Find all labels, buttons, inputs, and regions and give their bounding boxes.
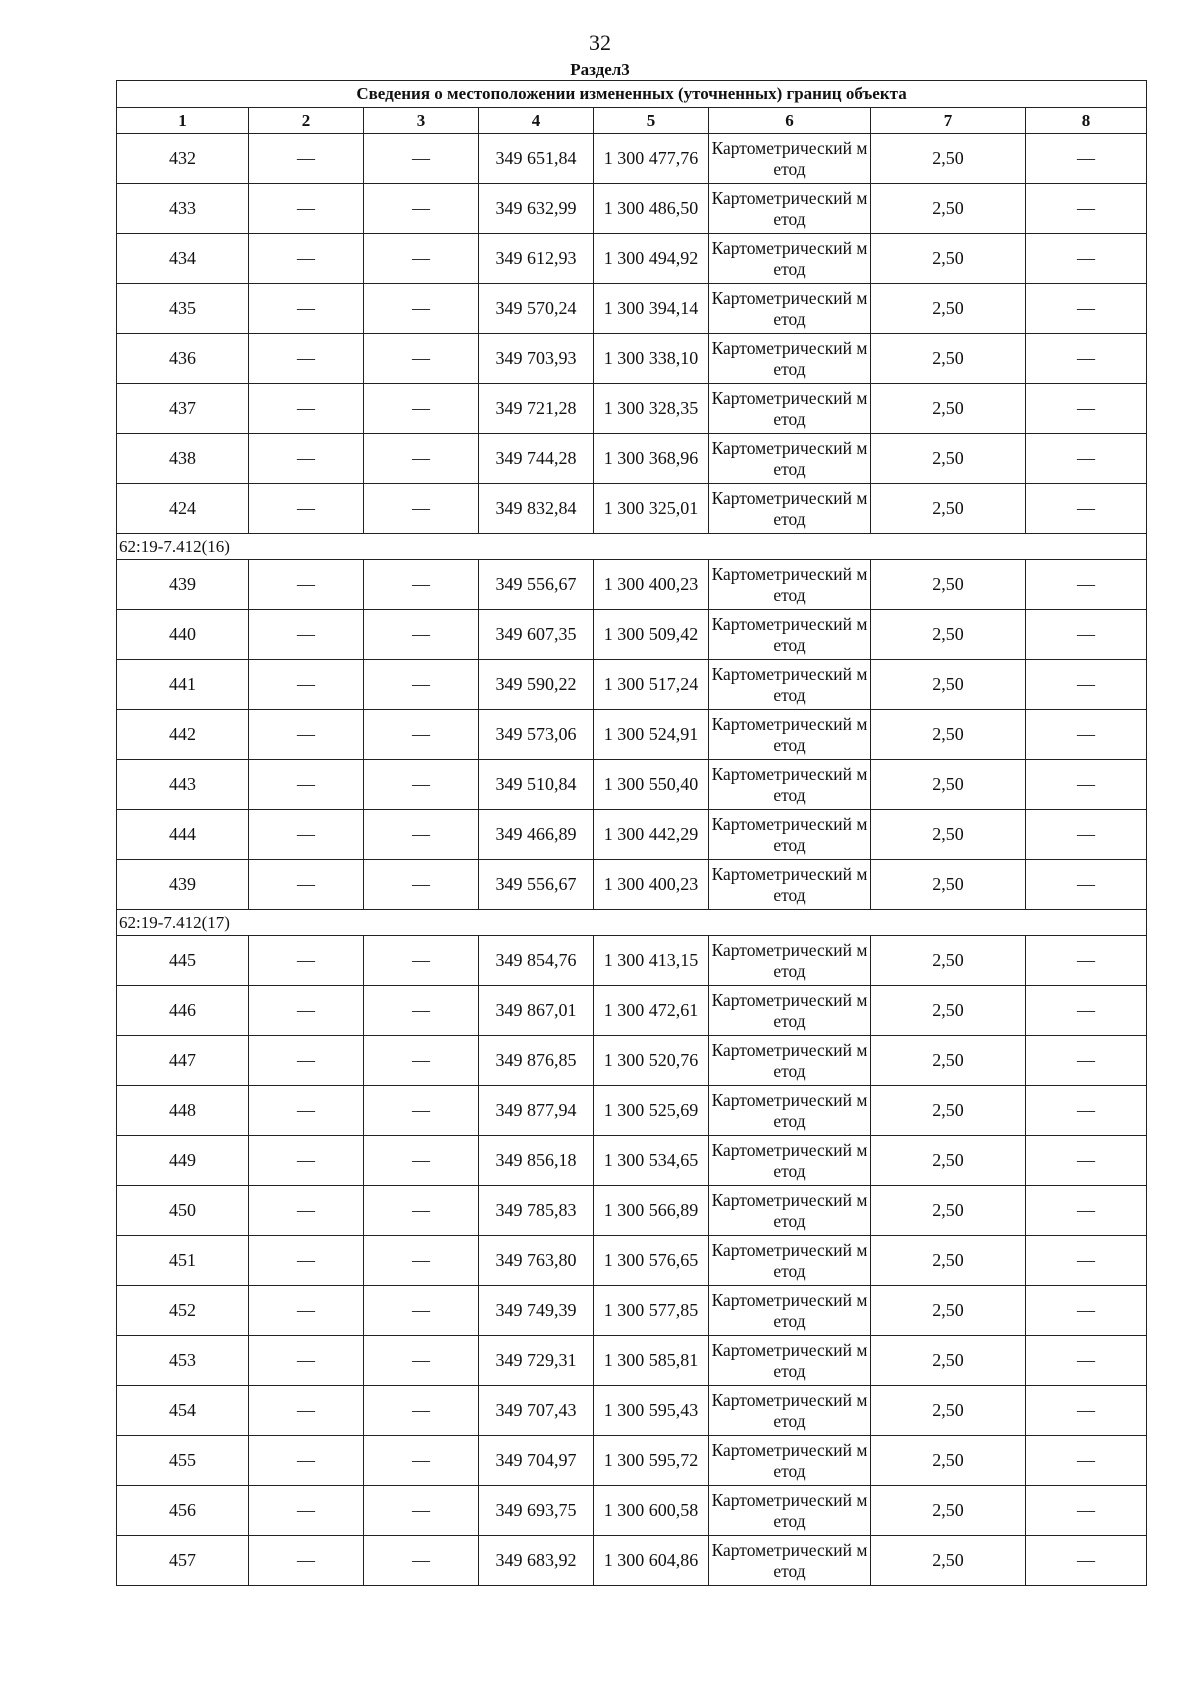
empty-cell-col2: —: [249, 810, 364, 860]
x-coordinate-cell: 349 693,75: [479, 1486, 594, 1536]
empty-cell-col2: —: [249, 610, 364, 660]
table-row: [117, 860, 1147, 910]
y-coordinate-cell: 1 300 604,86: [594, 1536, 709, 1586]
empty-cell-col8: —: [1026, 710, 1147, 760]
y-coordinate-cell: 1 300 328,35: [594, 384, 709, 434]
accuracy-cell: 2,50: [871, 1136, 1026, 1186]
point-number-cell: 444: [117, 810, 249, 860]
table-row: [117, 134, 1147, 184]
y-coordinate-cell: 1 300 517,24: [594, 660, 709, 710]
y-coordinate-cell: 1 300 524,91: [594, 710, 709, 760]
table-row: [117, 560, 1147, 610]
y-coordinate-cell: 1 300 400,23: [594, 860, 709, 910]
column-header-2: 2: [249, 108, 364, 134]
accuracy-cell: 2,50: [871, 334, 1026, 384]
table-row: [117, 1236, 1147, 1286]
accuracy-cell: 2,50: [871, 1486, 1026, 1536]
table-row: [117, 284, 1147, 334]
x-coordinate-cell: 349 632,99: [479, 184, 594, 234]
column-header-row: [117, 108, 1147, 134]
point-number-cell: 455: [117, 1436, 249, 1486]
accuracy-cell: 2,50: [871, 660, 1026, 710]
y-coordinate-cell: 1 300 585,81: [594, 1336, 709, 1386]
point-number-cell: 449: [117, 1136, 249, 1186]
method-cell: Картометрический метод: [709, 810, 871, 860]
accuracy-cell: 2,50: [871, 234, 1026, 284]
empty-cell-col8: —: [1026, 1086, 1147, 1136]
method-cell: Картометрический метод: [709, 1186, 871, 1236]
y-coordinate-cell: 1 300 534,65: [594, 1136, 709, 1186]
table-row: [117, 1086, 1147, 1136]
table-row: [117, 1336, 1147, 1386]
empty-cell-col3: —: [364, 1336, 479, 1386]
empty-cell-col3: —: [364, 760, 479, 810]
empty-cell-col3: —: [364, 986, 479, 1036]
column-header-1: 1: [117, 108, 249, 134]
point-number-cell: 433: [117, 184, 249, 234]
table-row: [117, 184, 1147, 234]
group-label: 62:19-7.412(17): [117, 910, 1147, 936]
point-number-cell: 424: [117, 484, 249, 534]
y-coordinate-cell: 1 300 394,14: [594, 284, 709, 334]
method-cell: Картометрический метод: [709, 610, 871, 660]
empty-cell-col2: —: [249, 1486, 364, 1536]
table-row: [117, 334, 1147, 384]
point-number-cell: 436: [117, 334, 249, 384]
empty-cell-col3: —: [364, 284, 479, 334]
empty-cell-col2: —: [249, 860, 364, 910]
accuracy-cell: 2,50: [871, 434, 1026, 484]
group-row: [117, 534, 1147, 560]
empty-cell-col2: —: [249, 484, 364, 534]
x-coordinate-cell: 349 856,18: [479, 1136, 594, 1186]
method-cell: Картометрический метод: [709, 1386, 871, 1436]
point-number-cell: 439: [117, 860, 249, 910]
empty-cell-col3: —: [364, 234, 479, 284]
accuracy-cell: 2,50: [871, 1336, 1026, 1386]
table-row: [117, 1036, 1147, 1086]
group-row: [117, 910, 1147, 936]
method-cell: Картометрический метод: [709, 1086, 871, 1136]
empty-cell-col3: —: [364, 1136, 479, 1186]
point-number-cell: 446: [117, 986, 249, 1036]
method-cell: Картометрический метод: [709, 484, 871, 534]
empty-cell-col8: —: [1026, 484, 1147, 534]
empty-cell-col3: —: [364, 134, 479, 184]
x-coordinate-cell: 349 876,85: [479, 1036, 594, 1086]
point-number-cell: 437: [117, 384, 249, 434]
x-coordinate-cell: 349 651,84: [479, 134, 594, 184]
method-cell: Картометрический метод: [709, 560, 871, 610]
accuracy-cell: 2,50: [871, 1386, 1026, 1436]
point-number-cell: 435: [117, 284, 249, 334]
y-coordinate-cell: 1 300 442,29: [594, 810, 709, 860]
x-coordinate-cell: 349 707,43: [479, 1386, 594, 1436]
empty-cell-col2: —: [249, 334, 364, 384]
y-coordinate-cell: 1 300 566,89: [594, 1186, 709, 1236]
y-coordinate-cell: 1 300 525,69: [594, 1086, 709, 1136]
empty-cell-col8: —: [1026, 184, 1147, 234]
accuracy-cell: 2,50: [871, 710, 1026, 760]
table-body: [117, 134, 1147, 1586]
table-row: [117, 986, 1147, 1036]
column-header-3: 3: [364, 108, 479, 134]
empty-cell-col3: —: [364, 1536, 479, 1586]
accuracy-cell: 2,50: [871, 284, 1026, 334]
y-coordinate-cell: 1 300 400,23: [594, 560, 709, 610]
point-number-cell: 443: [117, 760, 249, 810]
table-row: [117, 1436, 1147, 1486]
table-row: [117, 1186, 1147, 1236]
empty-cell-col3: —: [364, 1486, 479, 1536]
accuracy-cell: 2,50: [871, 1436, 1026, 1486]
accuracy-cell: 2,50: [871, 810, 1026, 860]
x-coordinate-cell: 349 744,28: [479, 434, 594, 484]
table-caption-row: [117, 81, 1147, 108]
method-cell: Картометрический метод: [709, 1236, 871, 1286]
table-row: [117, 1136, 1147, 1186]
empty-cell-col2: —: [249, 1236, 364, 1286]
accuracy-cell: 2,50: [871, 560, 1026, 610]
method-cell: Картометрический метод: [709, 760, 871, 810]
y-coordinate-cell: 1 300 494,92: [594, 234, 709, 284]
y-coordinate-cell: 1 300 325,01: [594, 484, 709, 534]
table-row: [117, 1386, 1147, 1436]
x-coordinate-cell: 349 510,84: [479, 760, 594, 810]
method-cell: Картометрический метод: [709, 234, 871, 284]
method-cell: Картометрический метод: [709, 1536, 871, 1586]
y-coordinate-cell: 1 300 576,65: [594, 1236, 709, 1286]
point-number-cell: 432: [117, 134, 249, 184]
empty-cell-col3: —: [364, 434, 479, 484]
empty-cell-col8: —: [1026, 1486, 1147, 1536]
y-coordinate-cell: 1 300 486,50: [594, 184, 709, 234]
coordinates-table: [116, 80, 1147, 1586]
table-row: [117, 484, 1147, 534]
table-row: [117, 234, 1147, 284]
method-cell: Картометрический метод: [709, 184, 871, 234]
accuracy-cell: 2,50: [871, 1186, 1026, 1236]
y-coordinate-cell: 1 300 368,96: [594, 434, 709, 484]
accuracy-cell: 2,50: [871, 1536, 1026, 1586]
empty-cell-col2: —: [249, 1286, 364, 1336]
group-label: 62:19-7.412(16): [117, 534, 1147, 560]
empty-cell-col8: —: [1026, 384, 1147, 434]
method-cell: Картометрический метод: [709, 710, 871, 760]
x-coordinate-cell: 349 556,67: [479, 560, 594, 610]
x-coordinate-cell: 349 703,93: [479, 334, 594, 384]
table-row: [117, 384, 1147, 434]
point-number-cell: 434: [117, 234, 249, 284]
x-coordinate-cell: 349 607,35: [479, 610, 594, 660]
column-header-5: 5: [594, 108, 709, 134]
empty-cell-col3: —: [364, 1236, 479, 1286]
empty-cell-col8: —: [1026, 660, 1147, 710]
table-row: [117, 1286, 1147, 1336]
empty-cell-col8: —: [1026, 1036, 1147, 1086]
method-cell: Картометрический метод: [709, 1036, 871, 1086]
method-cell: Картометрический метод: [709, 1286, 871, 1336]
method-cell: Картометрический метод: [709, 936, 871, 986]
table-row: [117, 810, 1147, 860]
point-number-cell: 454: [117, 1386, 249, 1436]
y-coordinate-cell: 1 300 477,76: [594, 134, 709, 184]
column-header-7: 7: [871, 108, 1026, 134]
y-coordinate-cell: 1 300 550,40: [594, 760, 709, 810]
method-cell: Картометрический метод: [709, 660, 871, 710]
x-coordinate-cell: 349 785,83: [479, 1186, 594, 1236]
point-number-cell: 447: [117, 1036, 249, 1086]
empty-cell-col3: —: [364, 710, 479, 760]
x-coordinate-cell: 349 612,93: [479, 234, 594, 284]
point-number-cell: 450: [117, 1186, 249, 1236]
empty-cell-col3: —: [364, 660, 479, 710]
empty-cell-col8: —: [1026, 560, 1147, 610]
column-header-4: 4: [479, 108, 594, 134]
empty-cell-col2: —: [249, 1186, 364, 1236]
x-coordinate-cell: 349 763,80: [479, 1236, 594, 1286]
empty-cell-col2: —: [249, 434, 364, 484]
empty-cell-col8: —: [1026, 936, 1147, 986]
empty-cell-col8: —: [1026, 810, 1147, 860]
x-coordinate-cell: 349 854,76: [479, 936, 594, 986]
table-row: [117, 434, 1147, 484]
point-number-cell: 452: [117, 1286, 249, 1336]
empty-cell-col3: —: [364, 560, 479, 610]
empty-cell-col8: —: [1026, 334, 1147, 384]
empty-cell-col3: —: [364, 860, 479, 910]
point-number-cell: 451: [117, 1236, 249, 1286]
x-coordinate-cell: 349 590,22: [479, 660, 594, 710]
empty-cell-col3: —: [364, 810, 479, 860]
x-coordinate-cell: 349 867,01: [479, 986, 594, 1036]
point-number-cell: 456: [117, 1486, 249, 1536]
accuracy-cell: 2,50: [871, 1036, 1026, 1086]
section-title: Раздел3: [570, 60, 630, 79]
accuracy-cell: 2,50: [871, 184, 1026, 234]
empty-cell-col2: —: [249, 1436, 364, 1486]
empty-cell-col8: —: [1026, 434, 1147, 484]
accuracy-cell: 2,50: [871, 484, 1026, 534]
method-cell: Картометрический метод: [709, 1486, 871, 1536]
point-number-cell: 438: [117, 434, 249, 484]
x-coordinate-cell: 349 573,06: [479, 710, 594, 760]
empty-cell-col2: —: [249, 184, 364, 234]
empty-cell-col8: —: [1026, 234, 1147, 284]
empty-cell-col8: —: [1026, 1186, 1147, 1236]
empty-cell-col3: —: [364, 610, 479, 660]
x-coordinate-cell: 349 570,24: [479, 284, 594, 334]
accuracy-cell: 2,50: [871, 1086, 1026, 1136]
x-coordinate-cell: 349 683,92: [479, 1536, 594, 1586]
empty-cell-col3: —: [364, 384, 479, 434]
x-coordinate-cell: 349 749,39: [479, 1286, 594, 1336]
y-coordinate-cell: 1 300 595,43: [594, 1386, 709, 1436]
empty-cell-col2: —: [249, 1386, 364, 1436]
y-coordinate-cell: 1 300 338,10: [594, 334, 709, 384]
accuracy-cell: 2,50: [871, 986, 1026, 1036]
x-coordinate-cell: 349 466,89: [479, 810, 594, 860]
accuracy-cell: 2,50: [871, 134, 1026, 184]
empty-cell-col2: —: [249, 660, 364, 710]
empty-cell-col8: —: [1026, 134, 1147, 184]
y-coordinate-cell: 1 300 413,15: [594, 936, 709, 986]
empty-cell-col8: —: [1026, 610, 1147, 660]
empty-cell-col8: —: [1026, 760, 1147, 810]
column-header-6: 6: [709, 108, 871, 134]
empty-cell-col8: —: [1026, 986, 1147, 1036]
empty-cell-col2: —: [249, 1036, 364, 1086]
empty-cell-col3: —: [364, 1036, 479, 1086]
point-number-cell: 439: [117, 560, 249, 610]
page-number: 32: [589, 30, 611, 55]
accuracy-cell: 2,50: [871, 936, 1026, 986]
table-row: [117, 660, 1147, 710]
method-cell: Картометрический метод: [709, 384, 871, 434]
empty-cell-col2: —: [249, 1086, 364, 1136]
x-coordinate-cell: 349 556,67: [479, 860, 594, 910]
empty-cell-col8: —: [1026, 860, 1147, 910]
table-row: [117, 936, 1147, 986]
empty-cell-col2: —: [249, 710, 364, 760]
accuracy-cell: 2,50: [871, 1236, 1026, 1286]
empty-cell-col8: —: [1026, 284, 1147, 334]
method-cell: Картометрический метод: [709, 1336, 871, 1386]
x-coordinate-cell: 349 729,31: [479, 1336, 594, 1386]
method-cell: Картометрический метод: [709, 284, 871, 334]
empty-cell-col8: —: [1026, 1286, 1147, 1336]
empty-cell-col2: —: [249, 986, 364, 1036]
empty-cell-col2: —: [249, 1536, 364, 1586]
empty-cell-col2: —: [249, 284, 364, 334]
point-number-cell: 453: [117, 1336, 249, 1386]
y-coordinate-cell: 1 300 509,42: [594, 610, 709, 660]
point-number-cell: 442: [117, 710, 249, 760]
accuracy-cell: 2,50: [871, 860, 1026, 910]
empty-cell-col3: —: [364, 1186, 479, 1236]
empty-cell-col2: —: [249, 760, 364, 810]
empty-cell-col8: —: [1026, 1136, 1147, 1186]
empty-cell-col8: —: [1026, 1436, 1147, 1486]
point-number-cell: 441: [117, 660, 249, 710]
point-number-cell: 448: [117, 1086, 249, 1136]
table-caption: Сведения о местоположении измененных (уточненных) границ объекта: [117, 81, 1147, 108]
empty-cell-col2: —: [249, 936, 364, 986]
method-cell: Картометрический метод: [709, 434, 871, 484]
empty-cell-col3: —: [364, 936, 479, 986]
empty-cell-col3: —: [364, 334, 479, 384]
table-row: [117, 1536, 1147, 1586]
x-coordinate-cell: 349 877,94: [479, 1086, 594, 1136]
x-coordinate-cell: 349 832,84: [479, 484, 594, 534]
empty-cell-col8: —: [1026, 1236, 1147, 1286]
empty-cell-col2: —: [249, 1136, 364, 1186]
table-row: [117, 1486, 1147, 1536]
x-coordinate-cell: 349 721,28: [479, 384, 594, 434]
y-coordinate-cell: 1 300 472,61: [594, 986, 709, 1036]
empty-cell-col8: —: [1026, 1336, 1147, 1386]
method-cell: Картометрический метод: [709, 860, 871, 910]
empty-cell-col2: —: [249, 234, 364, 284]
accuracy-cell: 2,50: [871, 610, 1026, 660]
empty-cell-col2: —: [249, 134, 364, 184]
empty-cell-col3: —: [364, 1086, 479, 1136]
y-coordinate-cell: 1 300 577,85: [594, 1286, 709, 1336]
table-row: [117, 710, 1147, 760]
point-number-cell: 440: [117, 610, 249, 660]
empty-cell-col2: —: [249, 560, 364, 610]
empty-cell-col3: —: [364, 1436, 479, 1486]
accuracy-cell: 2,50: [871, 760, 1026, 810]
empty-cell-col3: —: [364, 1286, 479, 1336]
method-cell: Картометрический метод: [709, 1136, 871, 1186]
table-row: [117, 610, 1147, 660]
empty-cell-col3: —: [364, 184, 479, 234]
y-coordinate-cell: 1 300 595,72: [594, 1436, 709, 1486]
empty-cell-col8: —: [1026, 1536, 1147, 1586]
point-number-cell: 445: [117, 936, 249, 986]
empty-cell-col3: —: [364, 484, 479, 534]
method-cell: Картометрический метод: [709, 334, 871, 384]
method-cell: Картометрический метод: [709, 134, 871, 184]
empty-cell-col2: —: [249, 1336, 364, 1386]
empty-cell-col2: —: [249, 384, 364, 434]
method-cell: Картометрический метод: [709, 1436, 871, 1486]
x-coordinate-cell: 349 704,97: [479, 1436, 594, 1486]
empty-cell-col8: —: [1026, 1386, 1147, 1436]
accuracy-cell: 2,50: [871, 1286, 1026, 1336]
method-cell: Картометрический метод: [709, 986, 871, 1036]
column-header-8: 8: [1026, 108, 1147, 134]
y-coordinate-cell: 1 300 520,76: [594, 1036, 709, 1086]
y-coordinate-cell: 1 300 600,58: [594, 1486, 709, 1536]
accuracy-cell: 2,50: [871, 384, 1026, 434]
point-number-cell: 457: [117, 1536, 249, 1586]
table-row: [117, 760, 1147, 810]
empty-cell-col3: —: [364, 1386, 479, 1436]
